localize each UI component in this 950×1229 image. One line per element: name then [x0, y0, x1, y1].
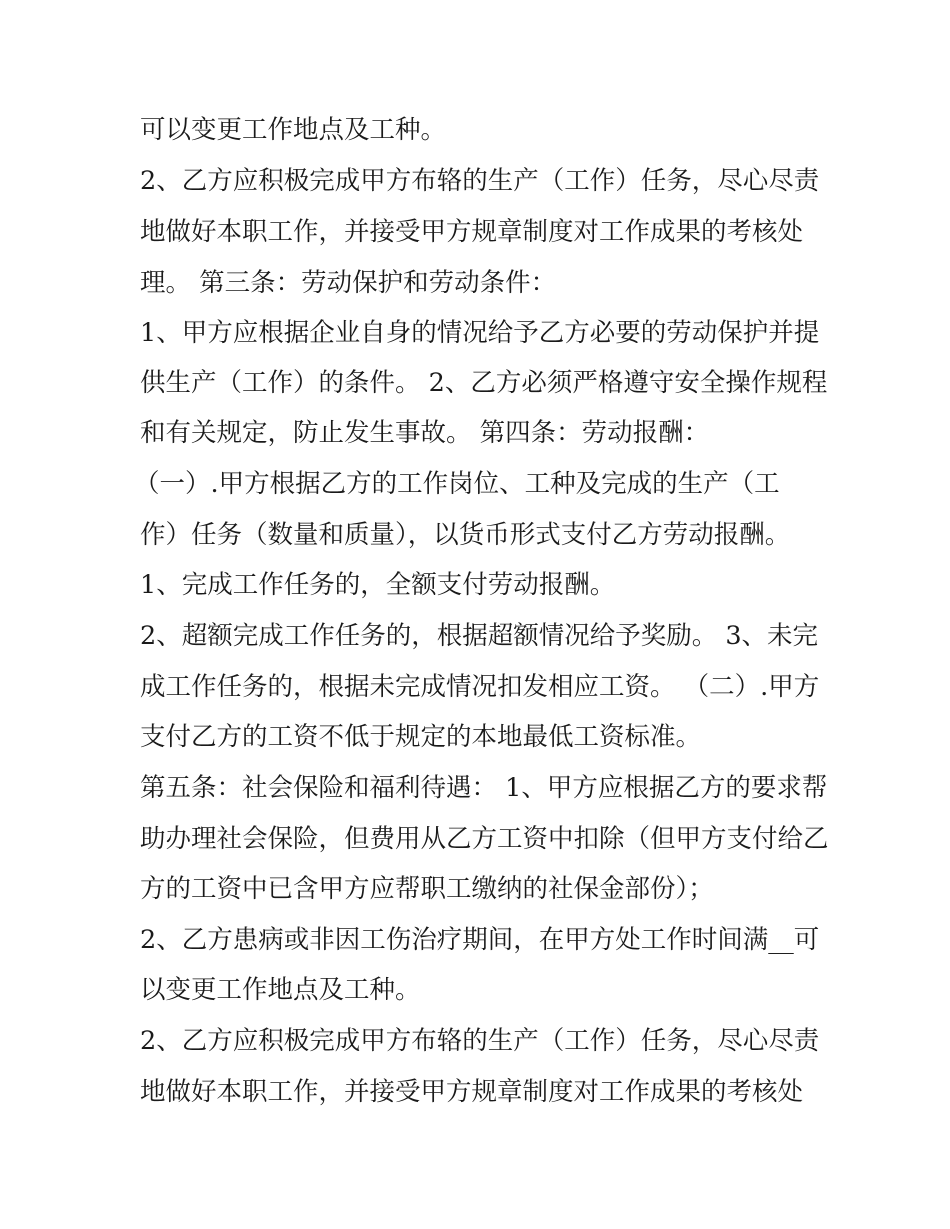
text-line: 方的工资中已含甲方应帮职工缴纳的社保金部份）； — [140, 874, 714, 904]
text-line: 地做好本职工作，并接受甲方规章制度对工作成果的考核处 — [140, 217, 804, 247]
text-line: 第五条：社会保险和福利待遇： 1、甲方应根据乙方的要求帮 — [140, 773, 828, 803]
text-line: 支付乙方的工资不低于规定的本地最低工资标准。 — [140, 722, 702, 752]
text-line: 1、甲方应根据企业自身的情况给予乙方必要的劳动保护并提 — [140, 318, 820, 348]
text-line: 2、超额完成工作任务的，根据超额情况给予奖励。 3、未完 — [140, 621, 819, 651]
text-line: 以变更工作地点及工种。 — [140, 975, 421, 1005]
text-line: 理。 第三条：劳动保护和劳动条件： — [140, 268, 557, 298]
text-line: 2、乙方应积极完成甲方布辂的生产（工作）任务，尽心尽责 — [140, 1026, 820, 1056]
text-line: 成工作任务的，根据未完成情况扣发相应工资。 （二）.甲方 — [140, 672, 820, 702]
text-line: 作）任务（数量和质量），以货币形式支付乙方劳动报酬。 — [140, 520, 791, 550]
text-line: 1、完成工作任务的，全额支付劳动报酬。 — [140, 570, 616, 600]
text-line: 2、乙方应积极完成甲方布辂的生产（工作）任务，尽心尽责 — [140, 166, 820, 196]
text-line: 地做好本职工作，并接受甲方规章制度对工作成果的考核处 — [140, 1077, 804, 1107]
text-line: （一）.甲方根据乙方的工作岗位、工种及完成的生产（工 — [134, 469, 780, 499]
text-line: 和有关规定，防止发生事故。 第四条：劳动报酬： — [140, 418, 710, 448]
text-line: 2、乙方患病或非因工伤治疗期间，在甲方处工作时间满__可 — [140, 925, 820, 955]
text-line: 可以变更工作地点及工种。 — [140, 115, 447, 145]
text-line: 助办理社会保险，但费用从乙方工资中扣除（但甲方支付给乙 — [140, 824, 829, 854]
text-line: 供生产（工作）的条件。 2、乙方必须严格遵守安全操作规程 — [140, 368, 828, 398]
